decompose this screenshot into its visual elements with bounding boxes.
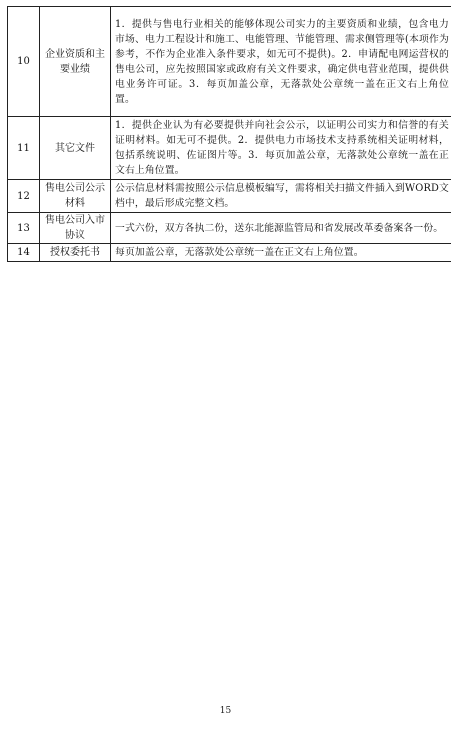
document-name: 授权委托书 [40, 244, 111, 262]
row-number: 10 [8, 7, 40, 117]
row-number: 14 [8, 244, 40, 262]
table-row [8, 213, 451, 244]
document-name: 其它文件 [40, 117, 111, 180]
document-requirement: 1．提供与售电行业相关的能够体现公司实力的主要资质和业绩，包含电力市场、电力工程设计和施工、电能管理、节能管理、需求侧管理等(本项作为参考，不作为企业准入条件要求，如无可不提供)。2．申请配电网运营权的售电公司，应先按照国家或政府有关文件要求，确定供电营业范围，提供供电业务许可证。3．每页加盖公章，无落款处公章统一盖在正文右上角位置。 [111, 7, 451, 117]
document-requirement: 公示信息材料需按照公示信息模板编写，需将相关扫描文件插入到WORD文档中，最后形成完整文档。 [111, 180, 451, 213]
row-number: 13 [8, 213, 40, 244]
table-row [8, 244, 451, 262]
document-name: 售电公司公示材料 [40, 180, 111, 213]
row-number: 12 [8, 180, 40, 213]
document-name: 企业资质和主要业绩 [40, 7, 111, 117]
document-requirement: 一式六份，双方各执二份，送东北能源监管局和省发展改革委备案各一份。 [111, 213, 451, 244]
table-row [8, 117, 451, 180]
document-name: 售电公司入市协议 [40, 213, 111, 244]
row-number: 11 [8, 117, 40, 180]
table-row [8, 180, 451, 213]
requirements-table [7, 6, 451, 262]
page-number: 15 [219, 706, 232, 716]
table-row [8, 7, 451, 117]
document-requirement: 1．提供企业认为有必要提供并向社会公示，以证明公司实力和信誉的有关证明材料。如无可不提供。2．提供电力市场技术支持系统相关证明材料，包括系统说明、佐证图片等。3．每页加盖公章，无落款处公章统一盖在正文右上角位置。 [111, 117, 451, 180]
document-page [7, 6, 449, 262]
document-requirement: 每页加盖公章，无落款处公章统一盖在正文右上角位置。 [111, 244, 451, 262]
